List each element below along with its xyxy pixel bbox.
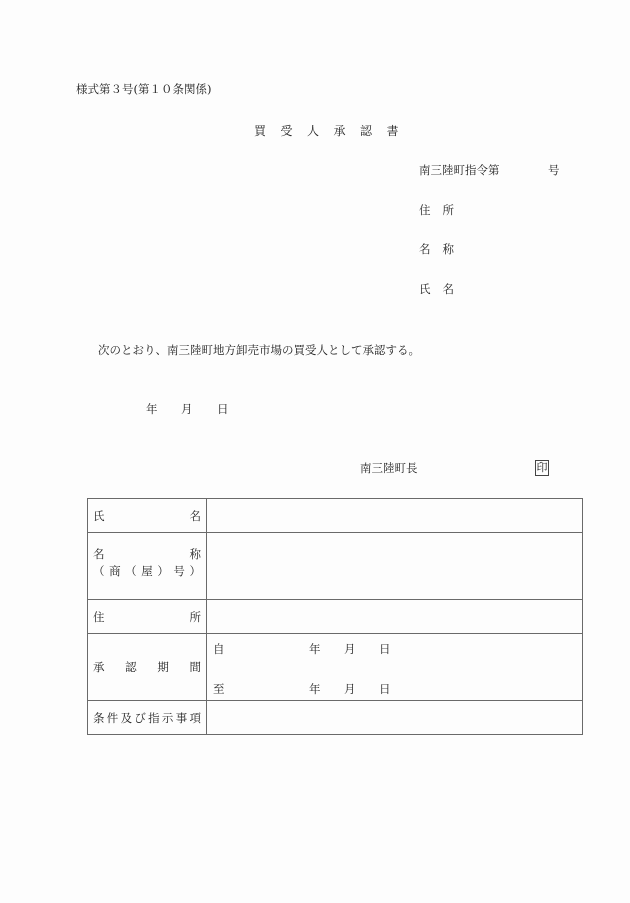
- to-month: 月: [344, 682, 356, 696]
- title-char: 受: [280, 124, 293, 138]
- issuer-title: 南三陸町長: [360, 461, 418, 475]
- label-char: 所: [442, 203, 454, 217]
- table-row: [88, 499, 583, 533]
- document-title: [254, 122, 413, 139]
- label-char: 及: [120, 710, 133, 725]
- address-label: [419, 203, 454, 217]
- label-cell: [88, 499, 207, 533]
- designation-prefix: 南三陸町指令第: [419, 163, 500, 177]
- label-char: 号: [173, 563, 185, 578]
- period-from: [213, 641, 582, 655]
- table-row: [88, 600, 583, 634]
- table-row: [88, 533, 583, 600]
- address-value-cell[interactable]: [207, 600, 583, 634]
- label-char: 名: [189, 508, 201, 523]
- label-char: 名: [419, 242, 431, 256]
- trade-name-value-cell[interactable]: [207, 533, 583, 600]
- label-char: 件: [106, 710, 119, 725]
- label-char: 条: [93, 710, 105, 725]
- seal-mark: 印: [536, 461, 548, 474]
- label-char: 名: [93, 546, 105, 561]
- label-cell: [88, 533, 207, 600]
- label-char: び: [134, 710, 146, 725]
- title-char: 書: [386, 124, 399, 138]
- label-char: 住: [93, 609, 105, 624]
- label-char: 住: [419, 203, 431, 217]
- name-label: [419, 242, 454, 256]
- form-number: 様式第３号(第１０条関係): [76, 82, 212, 96]
- label-char: 承: [93, 660, 105, 674]
- label-char: 称: [442, 242, 454, 256]
- label-char: 項: [189, 710, 201, 725]
- label-char: 間: [189, 660, 201, 674]
- label-char: ）: [189, 563, 201, 578]
- label-char: （: [125, 563, 137, 578]
- label-char: 認: [125, 660, 137, 674]
- title-char: 認: [360, 124, 373, 138]
- designation-suffix: 号: [548, 163, 560, 177]
- table-row: [88, 701, 583, 735]
- label-cell: [88, 600, 207, 634]
- conditions-value-cell[interactable]: [207, 701, 583, 735]
- approval-period-cell[interactable]: [207, 634, 583, 701]
- label-char: （: [93, 563, 105, 578]
- label-char: 示: [161, 710, 174, 725]
- title-char: 買: [254, 124, 267, 138]
- label-char: 屋: [141, 563, 153, 578]
- label-char: 称: [189, 546, 201, 561]
- period-to: [213, 681, 582, 695]
- label-char: 商: [109, 563, 121, 578]
- label-cell: [88, 701, 207, 735]
- label-char: 氏: [93, 508, 105, 523]
- label-char: 事: [175, 710, 188, 725]
- person-label: [419, 282, 454, 296]
- date-day: 日: [217, 402, 229, 416]
- label-char: ）: [157, 563, 169, 578]
- title-char: 承: [333, 124, 346, 138]
- label-char: 指: [148, 710, 160, 725]
- from-month: 月: [344, 642, 356, 656]
- date-month: 月: [181, 402, 193, 416]
- to-year: 年: [309, 682, 321, 696]
- from-day: 日: [379, 642, 391, 656]
- name-value-cell[interactable]: [207, 499, 583, 533]
- from-label: 自: [213, 642, 225, 656]
- title-char: 人: [307, 124, 320, 138]
- label-char: 名: [442, 282, 454, 296]
- body-text: 次のとおり、南三陸町地方卸売市場の買受人として承認する。: [98, 343, 420, 357]
- from-year: 年: [309, 642, 321, 656]
- label-char: 期: [157, 660, 169, 674]
- label-char: 氏: [419, 282, 431, 296]
- applicant-table: [87, 498, 583, 735]
- label-cell: [88, 634, 207, 701]
- label-char: 所: [189, 609, 201, 624]
- to-day: 日: [379, 682, 391, 696]
- to-label: 至: [213, 682, 225, 696]
- table-row: [88, 634, 583, 701]
- date-year: 年: [146, 402, 158, 416]
